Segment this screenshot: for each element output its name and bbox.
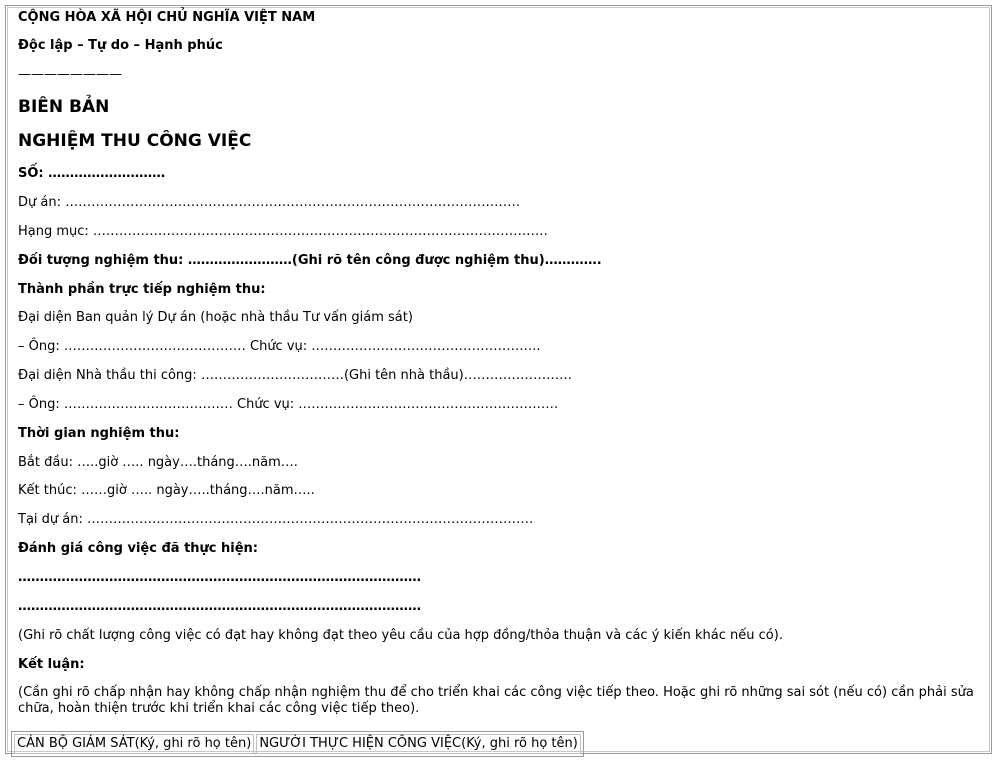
title-line-2: NGHIỆM THU CÔNG VIỆC [18, 131, 252, 151]
motto: Độc lập – Tự do – Hạnh phúc [18, 38, 223, 53]
time-heading: Thời gian nghiệm thu: [18, 426, 180, 441]
evaluation-note: (Ghi rõ chất lượng công việc có đạt hay không đạt theo yêu cầu của hợp đồng/thỏa thuận và các ý kiến khác nếu có). [18, 628, 783, 643]
contractor-representative: Đại diện Nhà thầu thi công: ……………………………(Ghi tên nhà thầu)……………………. [18, 368, 572, 383]
contractor-person: – Ông: ………………………………… Chức vụ: …………………………………………………… [18, 397, 559, 412]
document-frame [5, 5, 992, 754]
document-number: SỐ: ……………………… [18, 166, 166, 181]
owner-person: – Ông: …………………………………… Chức vụ: …………………………………………….. [18, 339, 541, 354]
location-field: Tại dự án: …………………………………………………………………………………………. [18, 512, 534, 527]
item-field: Hạng mục: …………………………………………………………………………………………… [18, 224, 548, 239]
participants-heading: Thành phần trực tiếp nghiệm thu: [18, 282, 266, 297]
evaluation-heading: Đánh giá công việc đã thực hiện: [18, 541, 259, 556]
end-time: Kết thúc: ……giờ ….. ngày…..tháng….năm….. [18, 483, 315, 498]
supervisor-signature-cell: CÁN BỘ GIÁM SÁT(Ký, ghi rõ họ tên) [14, 734, 254, 754]
acceptance-object: Đối tượng nghiệm thu: ……………………(Ghi rõ tên công được nghiệm thu)…………. [18, 253, 602, 268]
evaluation-line-1: ………………………………………………………………………………… [18, 570, 421, 585]
signature-table [11, 731, 584, 757]
conclusion-note: (Cần ghi rõ chấp nhận hay không chấp nhận nghiệm thu để cho triển khai các công việc tiếp theo. Hoặc ghi rõ những sai sót (nếu có) cần phải sửa chữa, hoàn thiện trước khi triển khai các công việc tiếp theo). [18, 685, 974, 716]
header-divider: ———————— [18, 67, 122, 82]
conclusion-heading: Kết luận: [18, 657, 85, 672]
owner-representative: Đại diện Ban quản lý Dự án (hoặc nhà thầu Tư vấn giám sát) [18, 310, 413, 325]
evaluation-line-2: ………………………………………………………………………………… [18, 599, 421, 614]
nation-header: CỘNG HÒA XÃ HỘI CHỦ NGHĨA VIỆT NAM [18, 10, 316, 25]
signature-row [14, 734, 581, 754]
start-time: Bắt đầu: …..giờ ….. ngày….tháng….năm…. [18, 455, 298, 470]
title-line-1: BIÊN BẢN [18, 97, 110, 117]
executor-signature-cell: NGƯỜI THỰC HIỆN CÔNG VIỆC(Ký, ghi rõ họ tên) [256, 734, 581, 754]
project-field: Dự án: …………………………………………………………………………………………… [18, 195, 521, 210]
